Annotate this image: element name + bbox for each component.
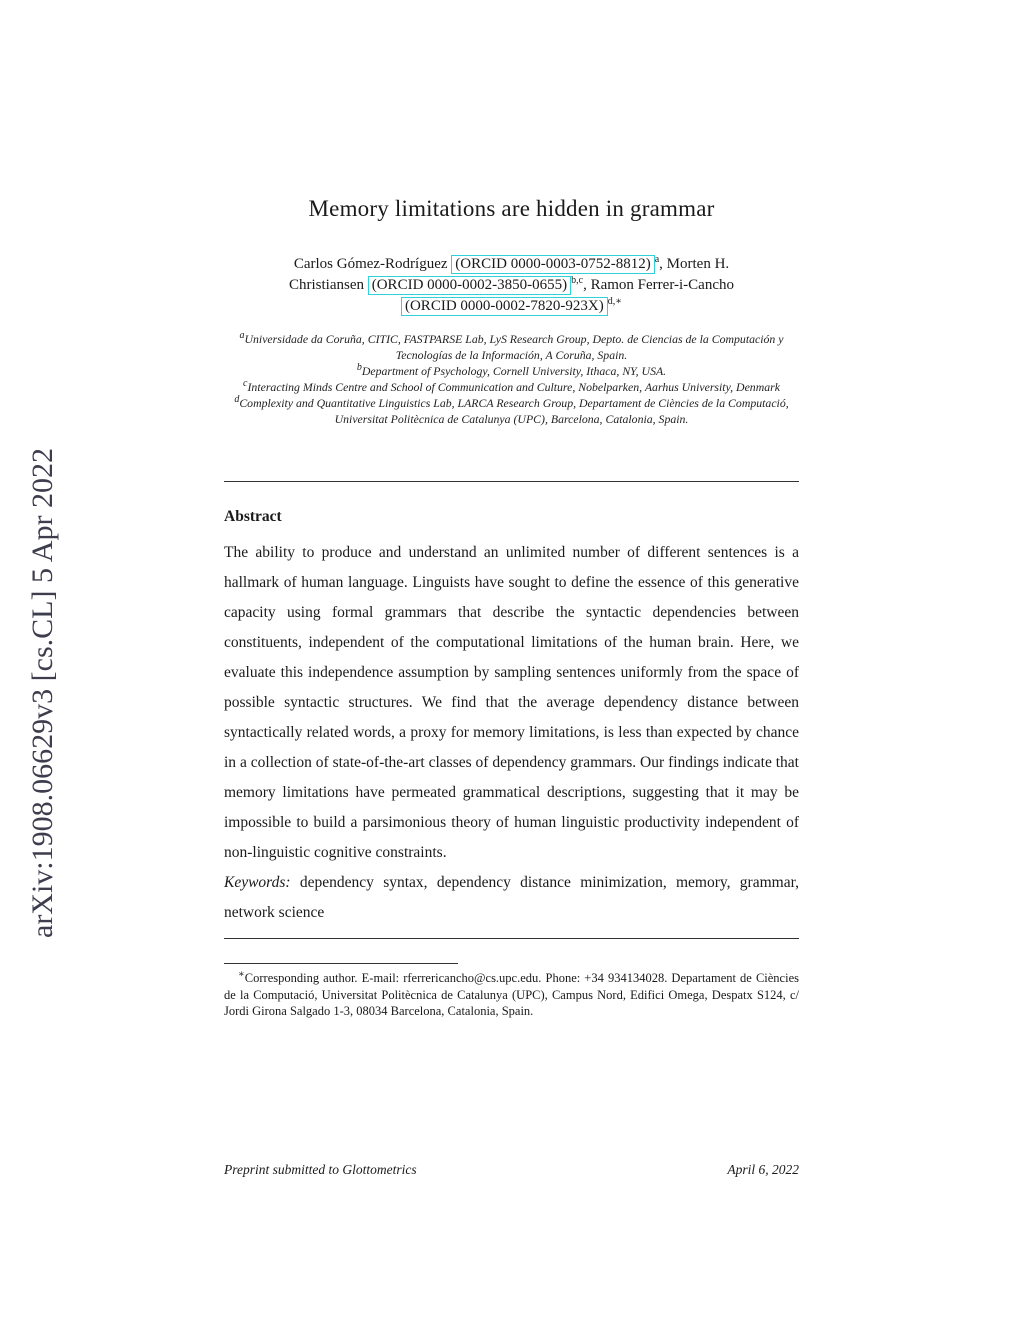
footnote-area xyxy=(224,963,799,1020)
divider-bottom xyxy=(224,938,799,939)
corresponding-author-footnote xyxy=(224,970,799,1020)
author-name: , Morten H. xyxy=(659,256,730,272)
affiliation-marker: a xyxy=(239,330,245,342)
footnote-text: Corresponding author. E-mail: rferrericancho@cs.upc.edu. Phone: +34 934134028. Departament de Ciències de la Computació, Universitat Politècnica de Catalunya (UPC), Campus Nord, Edifici Omega, Despatx S124, c/ Jordi Girona Salgado 1-3, 08034 Barcelona, Catalonia, Spain. xyxy=(224,971,799,1018)
orcid-link[interactable]: (ORCID 0000-0003-0752-8812) xyxy=(451,255,654,274)
affiliation-c xyxy=(224,379,799,395)
author-name: , Ramon Ferrer-i-Cancho xyxy=(583,277,734,293)
divider-top xyxy=(224,481,799,482)
affiliation-text: Interacting Minds Centre and School of Communication and Culture, Nobelparken, Aarhus University, Denmark xyxy=(247,380,780,394)
author-line-2 xyxy=(224,275,799,296)
author-line-3 xyxy=(224,296,799,317)
affiliation-marker: b xyxy=(356,362,362,374)
footer-journal: Preprint submitted to Glottometrics xyxy=(224,1162,417,1177)
footer-date: April 6, 2022 xyxy=(727,1162,799,1177)
arxiv-watermark: arXiv:1908.06629v3 [cs.CL] 5 Apr 2022 xyxy=(26,448,59,938)
author-affil-marker: d,∗ xyxy=(607,296,623,307)
author-line-1 xyxy=(224,254,799,275)
page-footer xyxy=(224,1162,799,1178)
author-affil-marker: a xyxy=(654,254,660,265)
affiliation-d xyxy=(224,395,799,427)
affiliation-b xyxy=(224,363,799,379)
affiliation-text: Universidade da Coruña, CITIC, FASTPARSE Lab, LyS Research Group, Depto. de Ciencias de la Computación y Tecnologías de la Información, A Coruña, Spain. xyxy=(244,332,784,362)
affiliation-marker: c xyxy=(243,378,248,390)
author-name: Carlos Gómez-Rodríguez xyxy=(293,256,452,272)
affiliation-a xyxy=(224,331,799,363)
orcid-link[interactable]: (ORCID 0000-0002-3850-0655) xyxy=(368,276,571,295)
paper-content xyxy=(224,196,799,1020)
affiliation-text: Complexity and Quantitative Linguistics Lab, LARCA Research Group, Departament de Ciències de la Computació, Universitat Politècnica de Catalunya (UPC), Barcelona, Catalonia, Spain. xyxy=(239,396,789,426)
author-block xyxy=(224,254,799,317)
keywords-line xyxy=(224,868,799,928)
affiliation-text: Department of Psychology, Cornell University, Ithaca, NY, USA. xyxy=(361,364,667,378)
keywords-label: Keywords: xyxy=(224,874,291,891)
orcid-link[interactable]: (ORCID 0000-0002-7820-923X) xyxy=(401,297,608,316)
footnote-rule xyxy=(224,963,458,964)
abstract-heading: Abstract xyxy=(224,508,282,525)
affiliation-block xyxy=(224,331,799,427)
affiliation-marker: d xyxy=(234,394,240,406)
paper-title: Memory limitations are hidden in grammar xyxy=(308,196,715,221)
keywords-text: dependency syntax, dependency distance minimization, memory, grammar, network science xyxy=(224,874,800,921)
author-name: Christiansen xyxy=(288,277,368,293)
abstract-text: The ability to produce and understand an unlimited number of different sentences is a hallmark of human language. Linguists have sought to define the essence of this generative capacity using formal grammars that describe the syntactic dependencies between constituents, independent of the computational limitations of the human brain. Here, we evaluate this independence assumption by sampling sentences uniformly from the space of possible syntactic structures. We find that the average dependency distance between syntactically related words, a proxy for memory limitations, is less than expected by chance in a collection of state-of-the-art classes of dependency grammars. Our findings indicate that memory limitations have permeated grammatical descriptions, suggesting that it may be impossible to build a parsimonious theory of human linguistic productivity independent of non-linguistic cognitive constraints. xyxy=(224,544,799,861)
author-affil-marker: b,c xyxy=(571,275,584,286)
footnote-marker: ∗ xyxy=(238,968,245,980)
